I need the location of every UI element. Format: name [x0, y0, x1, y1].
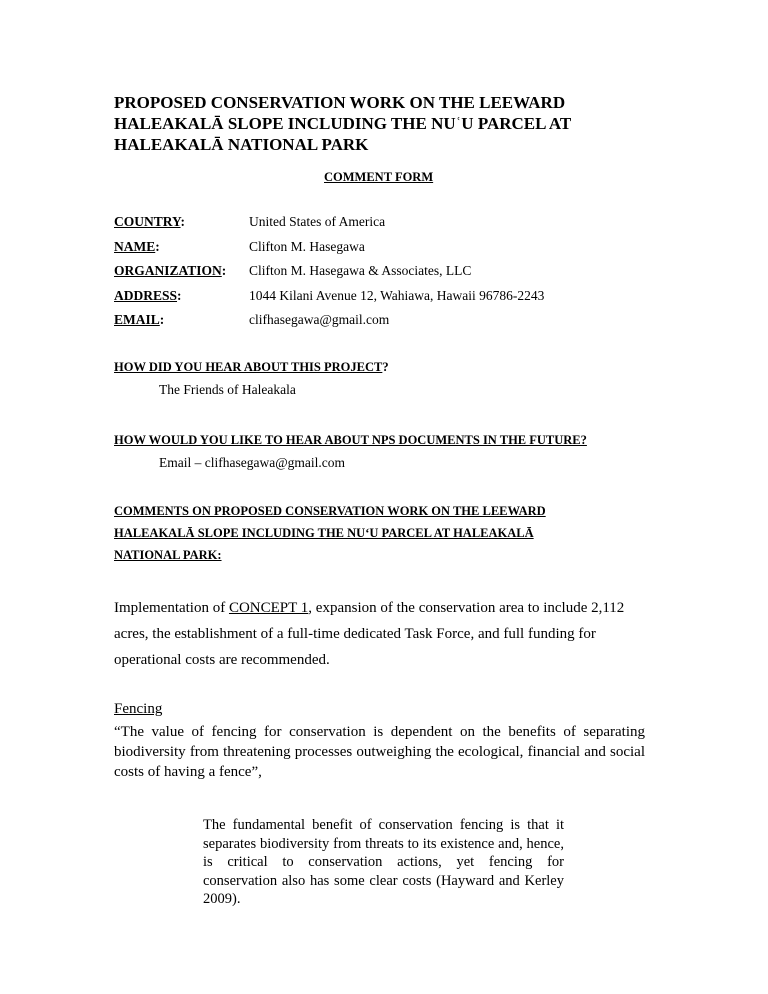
- block-quote: The fundamental benefit of conservation fencing is that it separates biodiversity from threats to its existence and, hence, is critical to conservation actions, yet fencing for conservation also has some clear costs (Hayward and Kerley 2009).: [203, 817, 564, 907]
- fencing-heading: Fencing: [114, 701, 163, 717]
- answer-heard-about: The Friends of Haleakala: [159, 382, 296, 397]
- fencing-quote: “The value of fencing for conservation is dependent on the benefits of separating biodiversity from threatening processes outweighing the ecological, financial and social costs of having a fence”,: [114, 724, 645, 780]
- title-line: HALEAKALĀ NATIONAL PARK: [114, 135, 369, 154]
- field-label: ORGANIZATION:: [114, 263, 227, 278]
- answer-future-documents: Email – clifhasegawa@gmail.com: [159, 455, 345, 470]
- concept-reference: CONCEPT 1: [228, 600, 309, 616]
- comments-heading-line: NATIONAL PARK:: [114, 548, 222, 562]
- comments-heading-line: HALEAKALĀ SLOPE INCLUDING THE NUʻU PARCEL AT HALEAKALĀ: [114, 526, 534, 540]
- field-label: COUNTRY:: [114, 214, 186, 229]
- comments-heading-line: COMMENTS ON PROPOSED CONSERVATION WORK ON THE LEEWARD: [114, 504, 546, 518]
- recommendation-paragraph: [114, 595, 654, 673]
- title-line: PROPOSED CONSERVATION WORK ON THE LEEWARD: [114, 93, 566, 112]
- field-value: clifhasegawa@gmail.com: [249, 312, 390, 327]
- field-value: Clifton M. Hasegawa & Associates, LLC: [249, 263, 472, 278]
- document-title: [114, 92, 654, 155]
- form-subtitle: COMMENT FORM: [324, 170, 434, 184]
- field-value: 1044 Kilani Avenue 12, Wahiawa, Hawaii 96786-2243: [249, 288, 545, 303]
- recommendation-line: operational costs are recommended.: [114, 652, 330, 668]
- field-value: United States of America: [249, 214, 386, 229]
- title-line: HALEAKALĀ SLOPE INCLUDING THE NUʿU PARCEL AT: [114, 114, 572, 133]
- field-label: EMAIL:: [114, 312, 165, 327]
- field-label: NAME:: [114, 239, 160, 254]
- recommendation-line: acres, the establishment of a full-time dedicated Task Force, and full funding for: [114, 626, 596, 642]
- comments-heading: [114, 500, 546, 566]
- recommendation-line: Implementation of CONCEPT 1, expansion of the conservation area to include 2,112: [114, 600, 625, 616]
- field-value: Clifton M. Hasegawa: [249, 239, 365, 254]
- field-label: ADDRESS:: [114, 288, 182, 303]
- question-future-documents: HOW WOULD YOU LIKE TO HEAR ABOUT NPS DOCUMENTS IN THE FUTURE?: [114, 433, 587, 447]
- question-heard-about: HOW DID YOU HEAR ABOUT THIS PROJECT?: [114, 360, 389, 374]
